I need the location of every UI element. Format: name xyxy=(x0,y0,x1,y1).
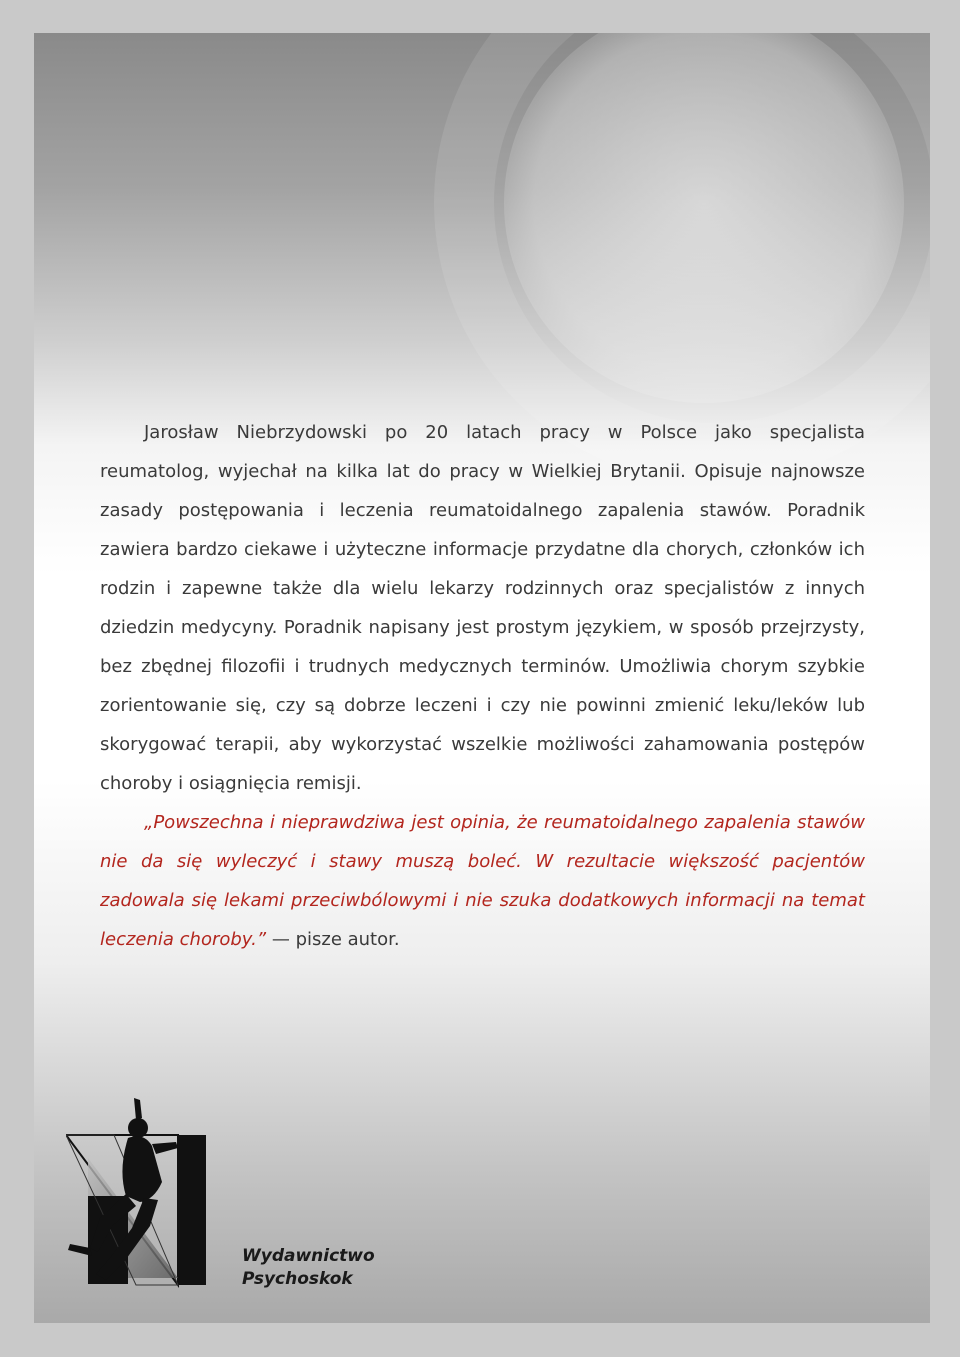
author-quote-block xyxy=(100,803,865,959)
publisher-name-line1: Wydawnictwo xyxy=(242,1246,375,1266)
publisher-name xyxy=(242,1245,375,1291)
publisher-logo-icon xyxy=(66,1098,226,1288)
description-paragraph: Jarosław Niebrzydowski po 20 latach pracy w Polsce jako specjalista reumatolog, wyjechał na kilka lat do pracy w Wielkiej Brytanii. Opisuje najnowsze zasady postępowania i leczenia reumatoidalnego zapalenia stawów. Poradnik zawiera bardzo ciekawe i użyteczne informacje przydatne dla chorych, członków ich rodzin i zapewne także dla wielu lekarzy rodzinnych oraz specjalistów z innych dziedzin medycyny. Poradnik napisany jest prostym językiem, w sposób przejrzysty, bez zbędnej filozofii i trudnych medycznych terminów. Umożliwia chorym szybkie zorientowanie się, czy są dobrze leczeni i czy nie powinni zmienić leku/leków lub skorygować terapii, aby wykorzystać wszelkie możliwości zahamowania postępów choroby i osiągnięcia remisji. xyxy=(100,422,865,794)
publisher-name-line2: Psychoskok xyxy=(242,1269,353,1289)
author-quote: „Powszechna i nieprawdziwa jest opinia, że reumatoidalnego zapalenia stawów nie da się wyleczyć i stawy muszą boleć. W rezultacie większość pacjentów zadowala się lekami przeciwbólowymi i nie szuka dodatkowych informacji na temat leczenia choroby.” xyxy=(100,812,865,950)
quote-attribution: — pisze autor. xyxy=(266,929,400,950)
book-description xyxy=(100,413,865,959)
